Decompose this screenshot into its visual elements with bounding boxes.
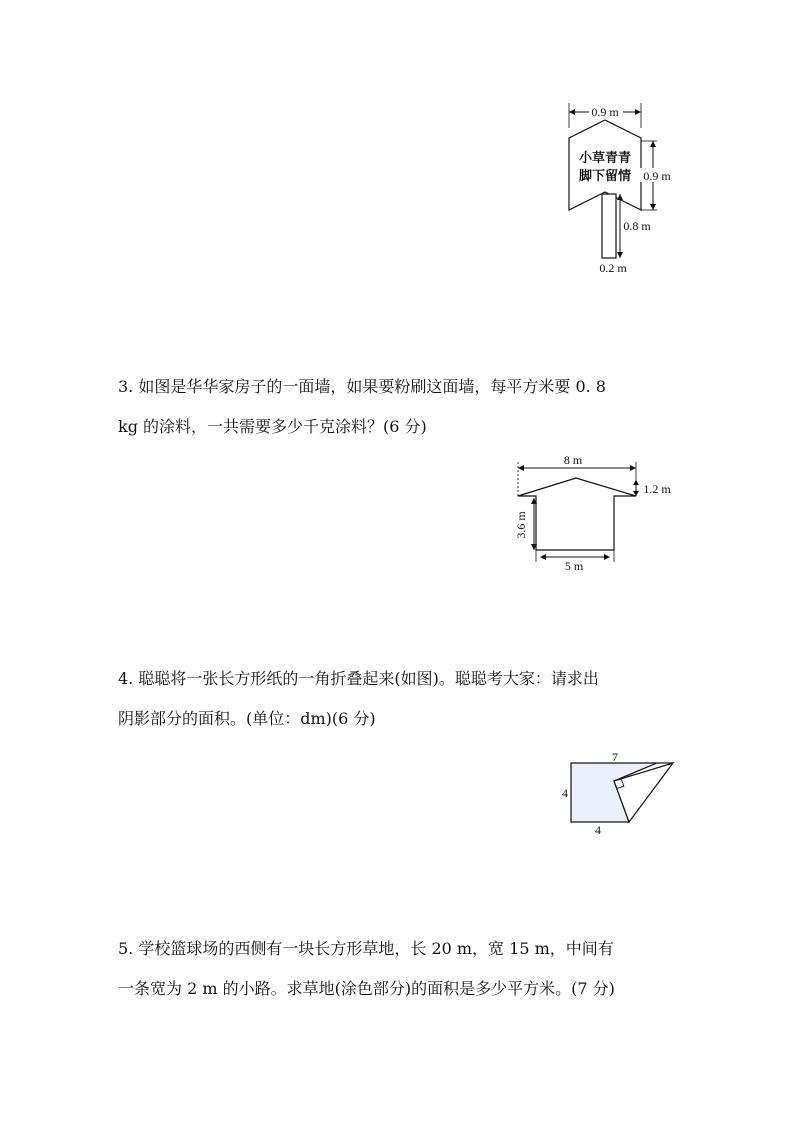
wall-shape [518,478,636,550]
q5-line1: 5. 学校篮球场的西侧有一块长方形草地，长 20 m，宽 15 m，中间有 [118,939,614,958]
sign-pole-width-label: 0.2 m [599,261,627,275]
wall-figure [510,450,680,575]
sign-height-label: 0.9 m [643,169,671,183]
q5-line2: 一条宽为 2 m 的小路。求草地(涂色部分)的面积是多少平方米。(7 分) [118,979,615,998]
sign-diagram [555,100,685,280]
q3-line2: kg 的涂料，一共需要多少千克涂料？(6 分) [118,417,427,436]
sign-top-width-label: 0.9 m [591,105,619,119]
fold-bottom-label: 4 [595,823,601,837]
wall-top-width-label: 8 m [563,453,583,467]
q4-line1: 4. 聪聪将一张长方形纸的一角折叠起来(如图)。聪聪考大家：请求出 [118,669,599,688]
fold-left-label: 4 [562,786,568,800]
sign-pole-height-label: 0.8 m [623,219,651,233]
q4-line2: 阴影部分的面积。(单位：dm)(6 分) [118,709,376,728]
question-5 [118,929,678,1009]
sign-text-line2: 脚下留情 [578,168,632,183]
q3-line1: 3. 如图是华华家房子的一面墙，如果要粉刷这面墙，每平方米要 0. 8 [118,377,606,396]
wall-base-width-label: 5 m [564,559,584,573]
question-3 [118,367,678,447]
wall-height-label: 3.6 m [514,511,528,539]
wall-diagram [510,450,680,575]
sign-figure [555,100,685,280]
fold-top-label: 7 [612,750,618,764]
sign-pole [602,194,616,258]
fold-figure [555,748,680,838]
question-4 [118,659,678,739]
wall-roof-height-label: 1.2 m [643,482,671,496]
sign-text-line1: 小草青青 [578,150,632,165]
fold-diagram [555,748,680,838]
